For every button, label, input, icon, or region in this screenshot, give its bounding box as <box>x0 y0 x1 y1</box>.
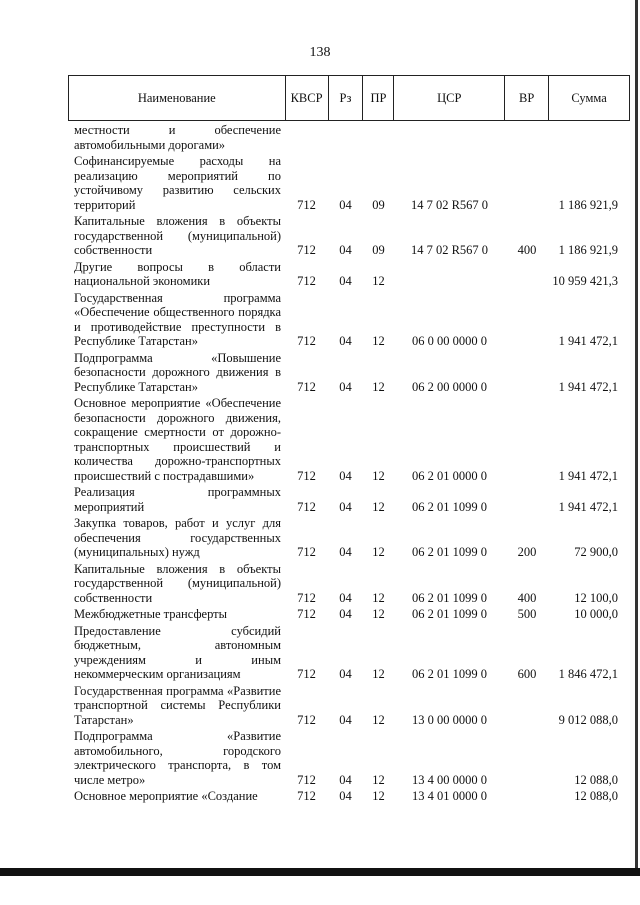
cell-pr: 12 <box>372 667 385 681</box>
cell-pr: 09 <box>372 243 385 257</box>
cell-sum: 1 941 472,1 <box>558 334 618 348</box>
scan-bottom-border <box>0 868 640 876</box>
cell-pr: 12 <box>372 334 385 348</box>
cell-name: Реализация программных мероприятий <box>74 485 281 514</box>
cell-name: Другие вопросы в области национальной экономики <box>74 259 281 288</box>
cell-csr: 14 7 02 R567 0 <box>410 243 489 257</box>
cell-csr: 13 4 01 0000 0 <box>412 789 487 803</box>
cell-csr: 14 7 02 R567 0 <box>410 197 489 212</box>
cell-pr: 09 <box>372 197 385 212</box>
cell-vr: 200 <box>517 545 537 559</box>
table-row <box>68 729 630 787</box>
cell-kvsr: 712 <box>297 772 316 787</box>
table-row <box>68 684 630 728</box>
cell-csr: 06 2 01 1099 0 <box>412 590 487 605</box>
cell-sum: 12 088,0 <box>574 789 618 803</box>
header-csr: ЦСР <box>394 76 505 120</box>
cell-vr: 400 <box>517 590 537 605</box>
cell-name: Подпрограмма «Повышение безопасности дорожного движения в Республике Татарстан» <box>74 350 281 394</box>
cell-pr: 12 <box>372 545 385 559</box>
cell-rz: 04 <box>339 468 352 483</box>
cell-kvsr: 712 <box>297 667 316 681</box>
cell-name: местности и обеспечение автомобильными дорогами» <box>74 123 281 152</box>
cell-name: Предоставление субсидий бюджетным, автономным учреждениям и иным некоммерческим организациям <box>74 623 281 681</box>
page-number: 138 <box>309 45 331 60</box>
cell-kvsr: 712 <box>297 499 316 514</box>
cell-name: Подпрограмма «Развитие автомобильного, городского электрического транспорта, в том числе метро» <box>74 729 281 787</box>
cell-sum: 1 941 472,1 <box>558 468 618 483</box>
cell-csr: 06 0 00 0000 0 <box>412 334 487 348</box>
cell-rz: 04 <box>339 789 352 803</box>
table-row <box>68 291 630 349</box>
header-sum: Сумма <box>549 76 630 120</box>
cell-pr: 12 <box>372 379 385 394</box>
cell-csr: 13 0 00 0000 0 <box>412 712 487 727</box>
table-row <box>68 624 630 682</box>
cell-sum: 1 186 921,9 <box>558 243 618 257</box>
table-header <box>68 75 630 121</box>
cell-name: Государственная программа «Развитие транспортной системы Республики Татарстан» <box>74 683 281 727</box>
table-row <box>68 607 630 622</box>
cell-pr: 12 <box>372 274 385 288</box>
cell-sum: 10 959 421,3 <box>552 274 618 288</box>
cell-sum: 12 088,0 <box>574 772 618 787</box>
cell-name: Закупка товаров, работ и услуг для обеспечения государственных (муниципальных) нужд <box>74 516 281 559</box>
table-row <box>68 789 630 804</box>
cell-pr: 12 <box>372 772 385 787</box>
table-row <box>68 485 630 514</box>
cell-kvsr: 712 <box>297 334 316 348</box>
cell-sum: 12 100,0 <box>574 590 618 605</box>
cell-rz: 04 <box>339 590 352 605</box>
cell-name: Государственная программа «Обеспечение общественного порядка и противодействие преступности в Республике Татарстан» <box>74 290 281 348</box>
table-row <box>68 516 630 560</box>
cell-rz: 04 <box>339 667 352 681</box>
cell-csr: 06 2 01 0000 0 <box>412 468 487 483</box>
cell-sum: 1 941 472,1 <box>558 499 618 514</box>
cell-kvsr: 712 <box>297 607 316 621</box>
cell-sum: 9 012 088,0 <box>558 712 618 727</box>
table-row <box>68 562 630 606</box>
cell-name: Основное мероприятие «Создание <box>74 789 258 803</box>
budget-table <box>68 75 630 804</box>
table-row <box>68 351 630 395</box>
page-edge-line <box>635 0 638 876</box>
cell-rz: 04 <box>339 545 352 559</box>
cell-pr: 12 <box>372 499 385 514</box>
cell-name: Капитальные вложения в объекты государственной (муниципальной) собственности <box>74 214 281 257</box>
cell-kvsr: 712 <box>297 789 316 803</box>
header-kvsr: КВСР <box>286 76 329 120</box>
cell-pr: 12 <box>372 712 385 727</box>
cell-csr: 06 2 01 1099 0 <box>412 667 487 681</box>
cell-pr: 12 <box>372 789 385 803</box>
cell-kvsr: 712 <box>297 379 316 394</box>
table-row <box>68 214 630 258</box>
cell-csr: 06 2 00 0000 0 <box>412 379 487 394</box>
cell-kvsr: 712 <box>297 197 316 212</box>
cell-rz: 04 <box>339 334 352 348</box>
cell-csr: 13 4 00 0000 0 <box>412 772 487 787</box>
cell-csr: 06 2 01 1099 0 <box>412 545 487 559</box>
header-rz: Рз <box>329 76 364 120</box>
cell-vr: 400 <box>517 243 537 257</box>
cell-rz: 04 <box>339 197 352 212</box>
cell-kvsr: 712 <box>297 468 316 483</box>
cell-name: Капитальные вложения в объекты государственной (муниципальной) собственности <box>74 561 281 605</box>
cell-vr: 600 <box>517 667 537 681</box>
cell-rz: 04 <box>339 274 352 288</box>
header-name: Наименование <box>69 76 286 120</box>
cell-rz: 04 <box>339 607 352 621</box>
cell-csr: 06 2 01 1099 0 <box>412 607 487 621</box>
cell-sum: 10 000,0 <box>574 607 618 621</box>
header-vr: ВР <box>505 76 549 120</box>
cell-csr: 06 2 01 1099 0 <box>412 499 487 514</box>
table-row <box>68 396 630 483</box>
table-body <box>68 121 630 804</box>
cell-rz: 04 <box>339 772 352 787</box>
cell-rz: 04 <box>339 499 352 514</box>
cell-rz: 04 <box>339 712 352 727</box>
header-pr: ПР <box>363 76 394 120</box>
cell-rz: 04 <box>339 379 352 394</box>
table-row <box>68 154 630 212</box>
cell-kvsr: 712 <box>297 243 316 257</box>
cell-name: Межбюджетные трансферты <box>74 607 228 621</box>
cell-sum: 1 941 472,1 <box>558 379 618 394</box>
cell-kvsr: 712 <box>297 590 316 605</box>
cell-kvsr: 712 <box>297 274 316 288</box>
cell-name: Софинансируемые расходы на реализацию мероприятий по устойчивому развитию сельских территорий <box>74 154 281 212</box>
table-row <box>68 123 630 152</box>
cell-vr: 500 <box>517 607 537 621</box>
cell-pr: 12 <box>372 468 385 483</box>
cell-rz: 04 <box>339 243 352 257</box>
cell-sum: 1 846 472,1 <box>558 667 618 681</box>
cell-name: Основное мероприятие «Обеспечение безопасности дорожного движения, сокращение смертности от дорожно-транспортных происшествий и количества дорожно-транспортных происшествий с пострадавшими» <box>74 396 281 483</box>
cell-pr: 12 <box>372 607 385 621</box>
cell-sum: 72 900,0 <box>574 545 618 559</box>
cell-kvsr: 712 <box>297 712 316 727</box>
table-row <box>68 260 630 289</box>
cell-kvsr: 712 <box>297 545 316 559</box>
cell-pr: 12 <box>372 590 385 605</box>
cell-sum: 1 186 921,9 <box>558 197 618 212</box>
